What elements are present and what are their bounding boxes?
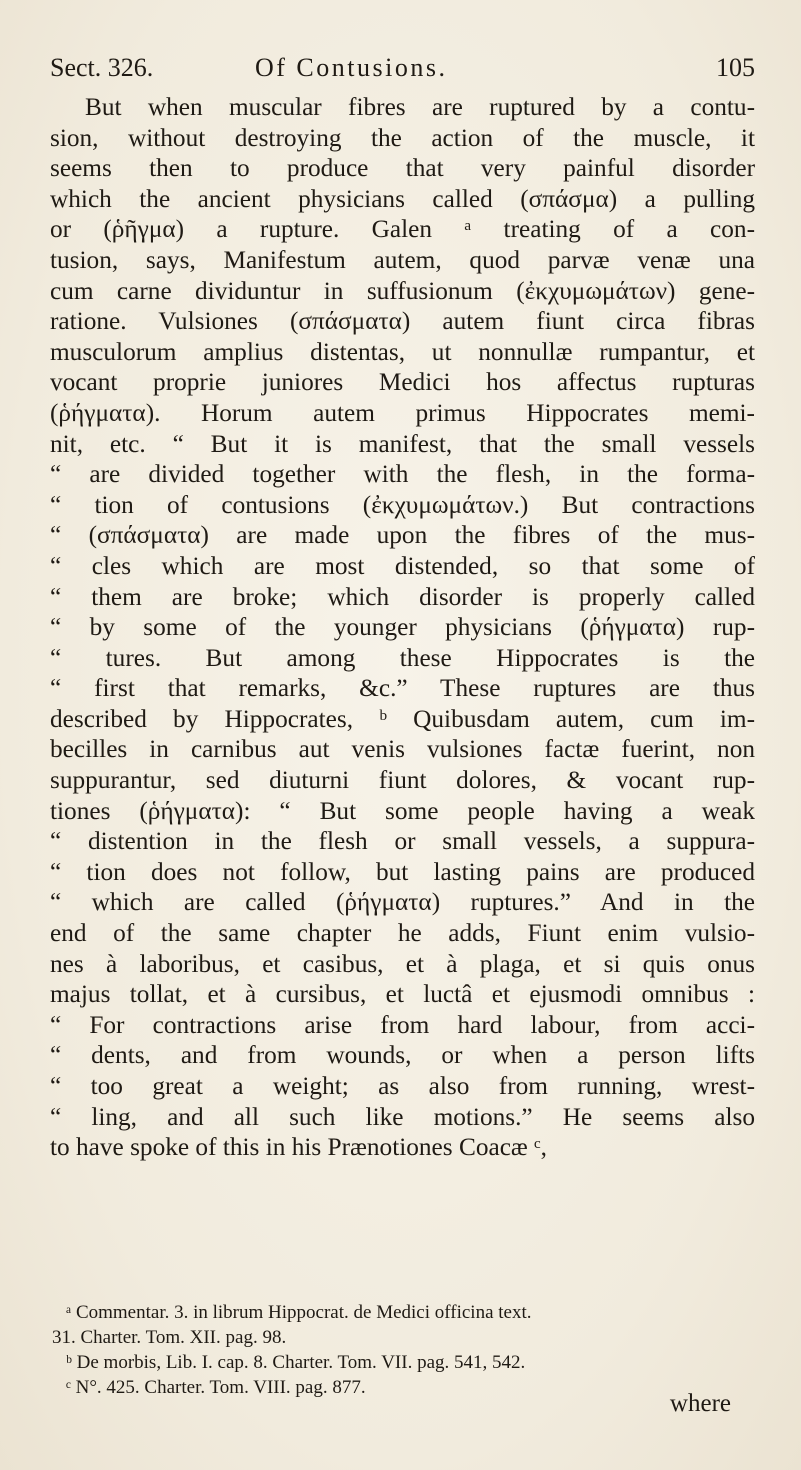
text-line: seems then to produce that very painful disorder: [50, 154, 755, 183]
catchword: where: [669, 1390, 731, 1417]
text-line: majus tollat, et à cursibus, et luctâ et ejusmodi omnibus :: [50, 980, 755, 1009]
footnote: 31. Charter. Tom. XII. pag. 98.: [52, 1327, 287, 1348]
page-number: 105: [716, 53, 755, 82]
text-line: “ tion of contusions (ἐκχυμωμάτων.) But contractions: [50, 490, 755, 519]
text-line: vocant proprie juniores Medici hos affectus rupturas: [50, 368, 755, 397]
text-line: “ them are broke; which disorder is properly called: [50, 582, 755, 611]
text-line: “ tures. But among these Hippocrates is the: [50, 643, 755, 672]
text-line: or (ῥῆγμα) a rupture. Galen ᵃ treating of a con-: [50, 215, 755, 244]
footnotes: [52, 1300, 755, 1400]
running-header: [50, 48, 755, 88]
section-label: Sect. 326.: [50, 53, 154, 82]
body-text: [50, 92, 755, 1163]
text-line: “ ling, and all such like motions.” He seems also: [50, 1102, 755, 1131]
text-line: But when muscular fibres are ruptured by a contu-: [85, 93, 755, 121]
footnote: ᵇ De morbis, Lib. I. cap. 8. Charter. Tom. VII. pag. 541, 542.: [66, 1352, 526, 1373]
text-line: “ (σπάσματα) are made upon the fibres of the mus-: [50, 521, 755, 550]
text-line: “ dents, and from wounds, or when a person lifts: [50, 1041, 755, 1070]
text-line: cum carne dividuntur in suffusionum (ἐκχυμωμάτων) gene-: [50, 276, 755, 305]
text-line: “ tion does not follow, but lasting pains are produced: [50, 857, 755, 886]
text-line: becilles in carnibus aut venis vulsiones factæ fuerint, non: [50, 735, 755, 764]
running-title: Of Contusions.: [255, 53, 448, 82]
text-line: end of the same chapter he adds, Fiunt enim vulsio-: [50, 919, 755, 948]
text-line: “ are divided together with the flesh, in the forma-: [50, 460, 755, 489]
text-line: musculorum amplius distentas, ut nonnullæ rumpantur, et: [50, 337, 755, 366]
text-line: “ distention in the flesh or small vessels, a suppura-: [50, 827, 755, 856]
text-line: sion, without destroying the action of the muscle, it: [50, 123, 755, 152]
text-line: “ cles which are most distended, so that some of: [50, 551, 755, 580]
text-line: nit, etc. “ But it is manifest, that the small vessels: [50, 429, 755, 458]
text-line: “ first that remarks, &c.” These ruptures are thus: [50, 674, 755, 703]
text-line: which the ancient physicians called (σπάσμα) a pulling: [50, 184, 755, 213]
footnote: ᶜ N°. 425. Charter. Tom. VIII. pag. 877.: [66, 1377, 366, 1398]
text-line: ratione. Vulsiones (σπάσματα) autem fiunt circa fibras: [50, 307, 755, 336]
text-line: “ which are called (ῥήγματα) ruptures.” And in the: [50, 888, 755, 917]
text-line: tusion, says, Manifestum autem, quod parvæ venæ una: [50, 245, 755, 274]
text-line: nes à laboribus, et casibus, et à plaga, et si quis onus: [50, 949, 755, 978]
text-line: “ too great a weight; as also from running, wrest-: [50, 1072, 755, 1100]
text-line: “ by some of the younger physicians (ῥήγματα) rup-: [50, 613, 755, 642]
text-line: tiones (ῥήγματα): “ But some people having a weak: [50, 796, 755, 825]
footnote: ᵃ Commentar. 3. in librum Hippocrat. de Medici officina text.: [66, 1302, 532, 1323]
text-line: to have spoke of this in his Prænotiones Coacæ ᶜ,: [50, 1133, 547, 1162]
text-line: described by Hippocrates, ᵇ Quibusdam autem, cum im-: [50, 704, 755, 733]
text-line: suppurantur, sed diuturni fiunt dolores, & vocant rup-: [50, 766, 755, 795]
text-line: “ For contractions arise from hard labour, from acci-: [50, 1010, 755, 1039]
text-line: (ῥήγματα). Horum autem primus Hippocrates memi-: [50, 398, 755, 427]
